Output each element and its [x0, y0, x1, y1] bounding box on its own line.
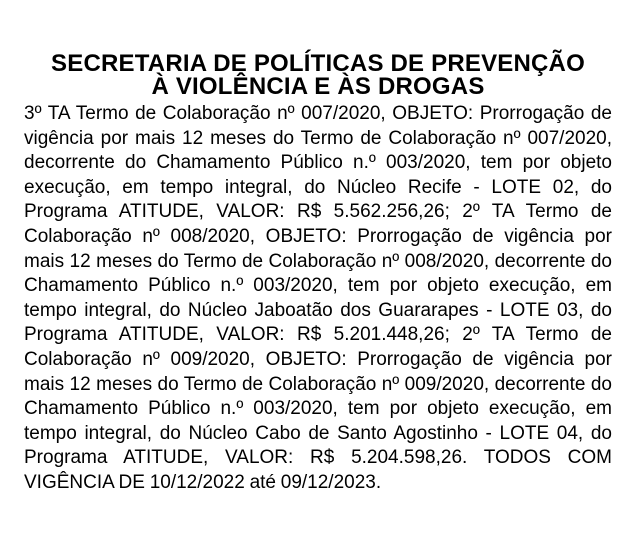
heading-line-1: SECRETARIA DE POLÍTICAS DE PREVENÇÃO [51, 50, 585, 77]
heading-line-2: À VIOLÊNCIA E ÀS DROGAS [151, 73, 485, 100]
notice-heading [24, 52, 612, 98]
official-notice [24, 52, 612, 496]
notice-body: 3º TA Termo de Colaboração nº 007/2020, OBJETO: Prorrogação de vigência por mais 12 meses do Termo de Colaboração nº 007/2020, decorrente do Chamamento Público n.º 003/2020, tem por objeto execução, em tempo integral, do Núcleo Recife - LOTE 02, do Programa ATITUDE, VALOR: R$ 5.562.256,26; 2º TA Termo de Colaboração nº 008/2020, OBJETO: Prorrogação de vigência por mais 12 meses do Termo de Colaboração nº 008/2020, decorrente do Chamamento Público n.º 003/2020, tem por objeto execução, em tempo integral, do Núcleo Jaboatão dos Guararapes - LOTE 03, do Programa ATITUDE, VALOR: R$ 5.201.448,26; 2º TA Termo de Colaboração nº 009/2020, OBJETO: Prorrogação de vigência por mais 12 meses do Termo de Colaboração nº 009/2020, decorrente do Chamamento Público n.º 003/2020, tem por objeto execução, em tempo integral, do Núcleo Cabo de Santo Agostinho - LOTE 04, do Programa ATITUDE, VALOR: R$ 5.204.598,26. TODOS COM VIGÊNCIA DE 10/12/2022 até 09/12/2023. [24, 103, 612, 493]
